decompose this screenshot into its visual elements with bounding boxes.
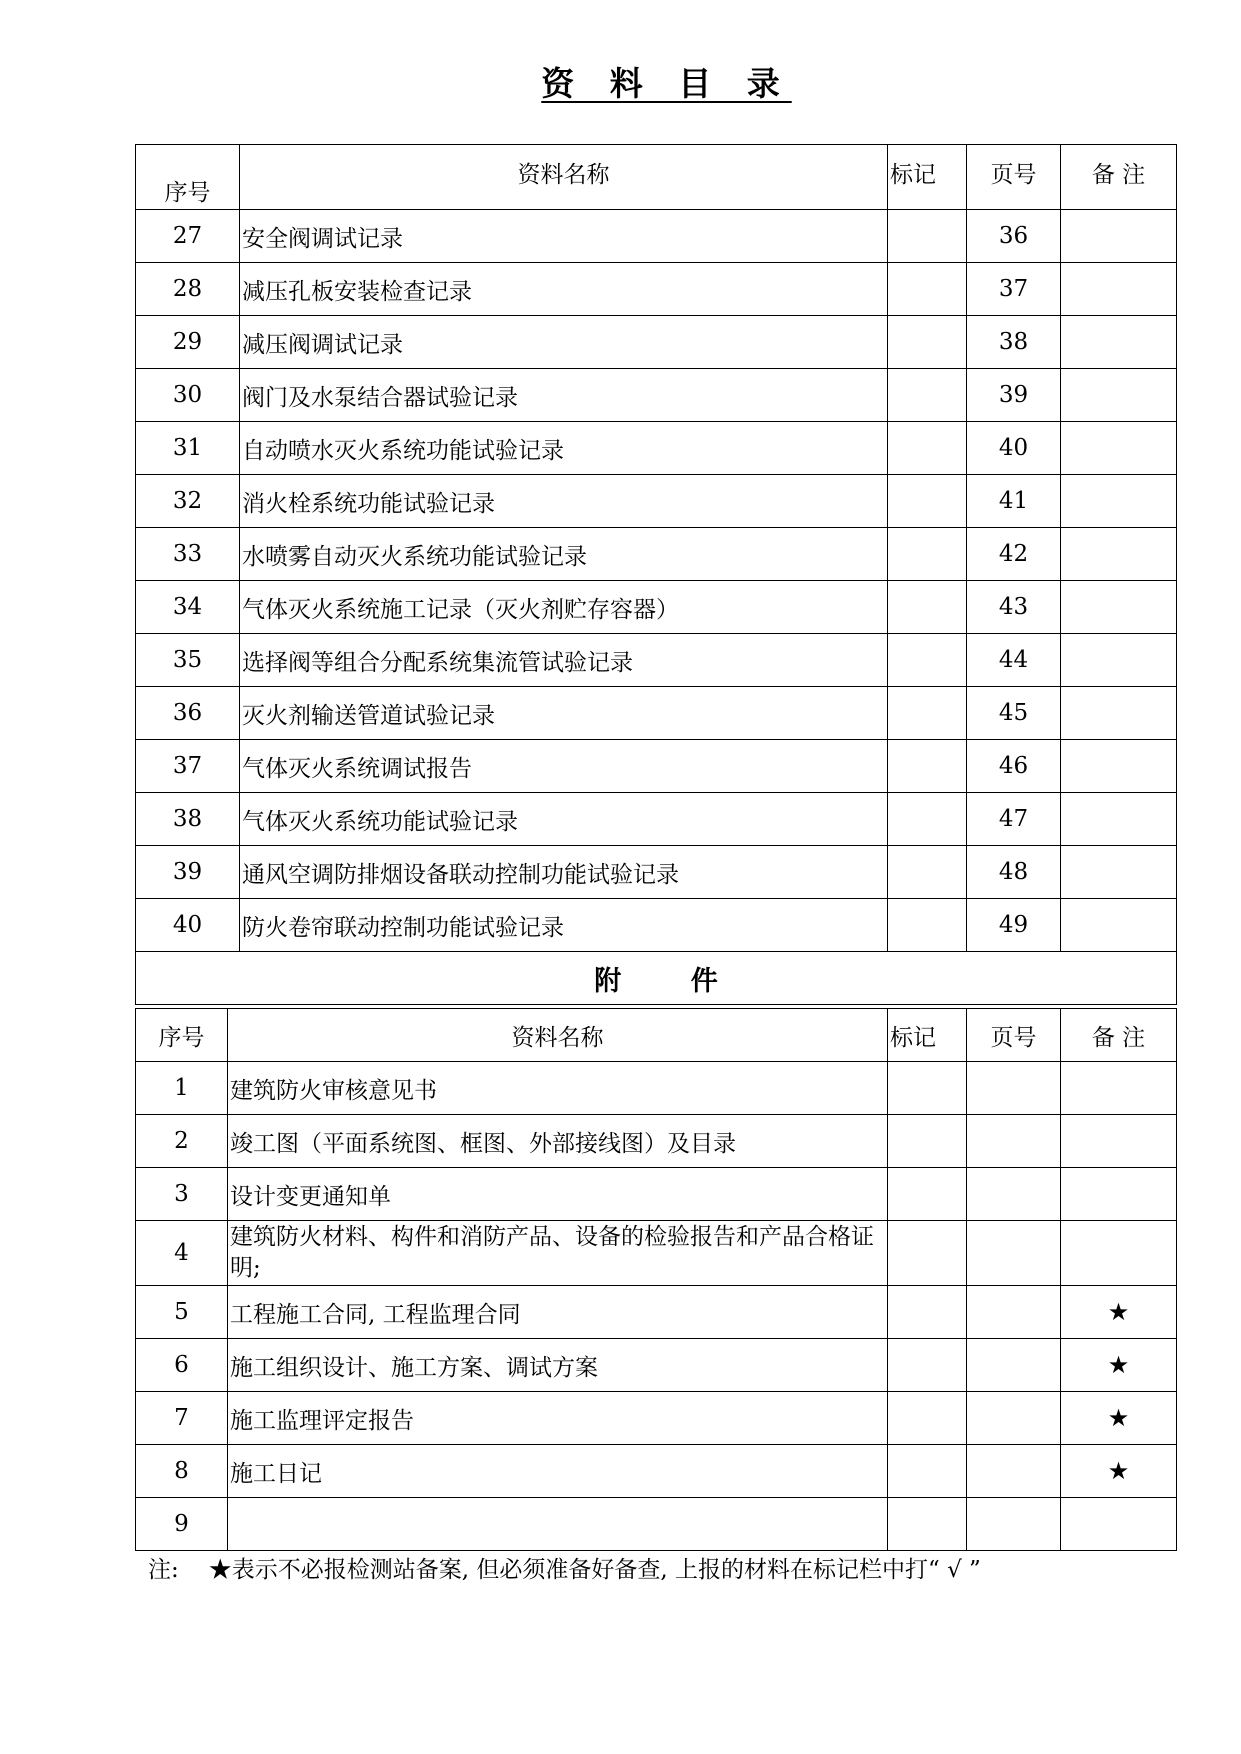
attachment-page <box>967 1445 1061 1498</box>
item-remark <box>1061 581 1177 634</box>
item-name: 阀门及水泵结合器试验记录 <box>240 369 888 422</box>
item-mark <box>888 846 967 899</box>
att-header-mark: 标记 <box>888 1009 967 1062</box>
item-no: 32 <box>136 475 240 528</box>
item-remark <box>1061 899 1177 952</box>
attachment-page <box>967 1339 1061 1392</box>
item-no: 36 <box>136 687 240 740</box>
item-page: 40 <box>967 422 1061 475</box>
header-no: 序号 <box>136 145 240 210</box>
catalog-row <box>136 687 1177 740</box>
attachment-remark <box>1061 1168 1177 1221</box>
item-mark <box>888 687 967 740</box>
att-header-name: 资料名称 <box>228 1009 888 1062</box>
att-header-page: 页号 <box>967 1009 1061 1062</box>
header-remark: 备 注 <box>1061 145 1177 210</box>
item-no: 40 <box>136 899 240 952</box>
attachment-no: 7 <box>136 1392 228 1445</box>
item-mark <box>888 581 967 634</box>
attachment-remark <box>1061 1221 1177 1286</box>
item-remark <box>1061 369 1177 422</box>
attachment-row <box>136 1168 1177 1221</box>
item-no: 39 <box>136 846 240 899</box>
attachment-remark <box>1061 1498 1177 1551</box>
catalog-row <box>136 528 1177 581</box>
footnote <box>148 1551 981 1584</box>
item-no: 28 <box>136 263 240 316</box>
attachment-name: 工程施工合同, 工程监理合同 <box>228 1286 888 1339</box>
attachment-name: 建筑防火材料、构件和消防产品、设备的检验报告和产品合格证明; <box>228 1221 888 1286</box>
attachment-mark <box>888 1168 967 1221</box>
att-header-remark: 备 注 <box>1061 1009 1177 1062</box>
item-page: 42 <box>967 528 1061 581</box>
attachment-mark <box>888 1392 967 1445</box>
attachment-mark <box>888 1498 967 1551</box>
item-no: 27 <box>136 210 240 263</box>
attachment-name: 施工日记 <box>228 1445 888 1498</box>
header-page: 页号 <box>967 145 1061 210</box>
item-page: 45 <box>967 687 1061 740</box>
attachment-no: 8 <box>136 1445 228 1498</box>
footnote-label: 注: <box>148 1557 179 1583</box>
attachment-row <box>136 1392 1177 1445</box>
attachment-page <box>967 1286 1061 1339</box>
attachment-remark <box>1061 1062 1177 1115</box>
catalog-row <box>136 475 1177 528</box>
catalog-row <box>136 263 1177 316</box>
att-header-no: 序号 <box>136 1009 228 1062</box>
item-name: 灭火剂输送管道试验记录 <box>240 687 888 740</box>
item-remark <box>1061 846 1177 899</box>
catalog-row <box>136 846 1177 899</box>
item-no: 35 <box>136 634 240 687</box>
attachment-name <box>228 1498 888 1551</box>
item-page: 46 <box>967 740 1061 793</box>
attachment-page <box>967 1062 1061 1115</box>
item-mark <box>888 422 967 475</box>
item-mark <box>888 634 967 687</box>
catalog-row <box>136 740 1177 793</box>
item-name: 消火栓系统功能试验记录 <box>240 475 888 528</box>
item-remark <box>1061 316 1177 369</box>
item-mark <box>888 740 967 793</box>
item-page: 36 <box>967 210 1061 263</box>
attachments-title-row <box>136 952 1177 1005</box>
header-name: 资料名称 <box>240 145 888 210</box>
attachment-row <box>136 1286 1177 1339</box>
item-mark <box>888 528 967 581</box>
attachment-mark <box>888 1221 967 1286</box>
item-remark <box>1061 740 1177 793</box>
item-no: 33 <box>136 528 240 581</box>
item-no: 31 <box>136 422 240 475</box>
attachment-mark <box>888 1062 967 1115</box>
attachment-page <box>967 1221 1061 1286</box>
item-mark <box>888 793 967 846</box>
attachment-page <box>967 1392 1061 1445</box>
page-title-text: 资 料 目 录 <box>541 64 792 103</box>
item-name: 选择阀等组合分配系统集流管试验记录 <box>240 634 888 687</box>
attachment-no: 5 <box>136 1286 228 1339</box>
attachment-remark <box>1061 1115 1177 1168</box>
attachments-table <box>135 1008 1177 1551</box>
item-remark <box>1061 528 1177 581</box>
catalog-row <box>136 210 1177 263</box>
attachment-mark <box>888 1339 967 1392</box>
item-no: 29 <box>136 316 240 369</box>
catalog-row <box>136 369 1177 422</box>
attachment-remark: ★ <box>1061 1286 1177 1339</box>
catalog-row <box>136 581 1177 634</box>
item-remark <box>1061 687 1177 740</box>
item-name: 自动喷水灭火系统功能试验记录 <box>240 422 888 475</box>
item-remark <box>1061 475 1177 528</box>
attachment-row <box>136 1339 1177 1392</box>
item-remark <box>1061 263 1177 316</box>
attachment-no: 3 <box>136 1168 228 1221</box>
item-no: 38 <box>136 793 240 846</box>
catalog-row <box>136 316 1177 369</box>
attachment-name: 施工监理评定报告 <box>228 1392 888 1445</box>
catalog-header-row <box>136 145 1177 210</box>
attachment-page <box>967 1168 1061 1221</box>
item-no: 30 <box>136 369 240 422</box>
item-mark <box>888 475 967 528</box>
attachment-row <box>136 1062 1177 1115</box>
attachment-page <box>967 1498 1061 1551</box>
attachment-no: 2 <box>136 1115 228 1168</box>
attachment-mark <box>888 1445 967 1498</box>
attachment-remark: ★ <box>1061 1339 1177 1392</box>
catalog-row <box>136 422 1177 475</box>
item-name: 气体灭火系统调试报告 <box>240 740 888 793</box>
attachment-row <box>136 1221 1177 1286</box>
attachment-remark: ★ <box>1061 1392 1177 1445</box>
attachment-name: 建筑防火审核意见书 <box>228 1062 888 1115</box>
item-remark <box>1061 422 1177 475</box>
attachment-name: 竣工图（平面系统图、框图、外部接线图）及目录 <box>228 1115 888 1168</box>
item-name: 减压孔板安装检查记录 <box>240 263 888 316</box>
item-mark <box>888 369 967 422</box>
item-page: 48 <box>967 846 1061 899</box>
attachment-name: 施工组织设计、施工方案、调试方案 <box>228 1339 888 1392</box>
item-mark <box>888 316 967 369</box>
attachments-title: 附 件 <box>136 952 1177 1005</box>
item-mark <box>888 210 967 263</box>
item-remark <box>1061 634 1177 687</box>
attachment-no: 9 <box>136 1498 228 1551</box>
attachment-remark: ★ <box>1061 1445 1177 1498</box>
catalog-row <box>136 899 1177 952</box>
item-mark <box>888 263 967 316</box>
attachment-no: 6 <box>136 1339 228 1392</box>
item-page: 44 <box>967 634 1061 687</box>
header-mark: 标记 <box>888 145 967 210</box>
attachment-name: 设计变更通知单 <box>228 1168 888 1221</box>
item-page: 49 <box>967 899 1061 952</box>
item-name: 气体灭火系统施工记录（灭火剂贮存容器） <box>240 581 888 634</box>
page-title <box>0 58 1241 105</box>
item-remark <box>1061 210 1177 263</box>
attachment-row <box>136 1498 1177 1551</box>
item-name: 通风空调防排烟设备联动控制功能试验记录 <box>240 846 888 899</box>
attachment-no: 1 <box>136 1062 228 1115</box>
item-mark <box>888 899 967 952</box>
attachment-mark <box>888 1115 967 1168</box>
item-name: 减压阀调试记录 <box>240 316 888 369</box>
catalog-table <box>135 144 1177 1005</box>
attachment-row <box>136 1115 1177 1168</box>
attachment-page <box>967 1115 1061 1168</box>
attachments-header-row <box>136 1009 1177 1062</box>
item-no: 34 <box>136 581 240 634</box>
item-remark <box>1061 793 1177 846</box>
item-page: 43 <box>967 581 1061 634</box>
item-name: 防火卷帘联动控制功能试验记录 <box>240 899 888 952</box>
item-page: 37 <box>967 263 1061 316</box>
attachment-row <box>136 1445 1177 1498</box>
item-name: 安全阀调试记录 <box>240 210 888 263</box>
item-page: 38 <box>967 316 1061 369</box>
item-page: 47 <box>967 793 1061 846</box>
item-no: 37 <box>136 740 240 793</box>
attachment-no: 4 <box>136 1221 228 1286</box>
item-page: 41 <box>967 475 1061 528</box>
item-name: 水喷雾自动灭火系统功能试验记录 <box>240 528 888 581</box>
item-name: 气体灭火系统功能试验记录 <box>240 793 888 846</box>
attachment-mark <box>888 1286 967 1339</box>
footnote-text: ★表示不必报检测站备案, 但必须准备好备查, 上报的材料在标记栏中打“ √ ” <box>208 1557 981 1583</box>
item-page: 39 <box>967 369 1061 422</box>
catalog-row <box>136 634 1177 687</box>
catalog-row <box>136 793 1177 846</box>
